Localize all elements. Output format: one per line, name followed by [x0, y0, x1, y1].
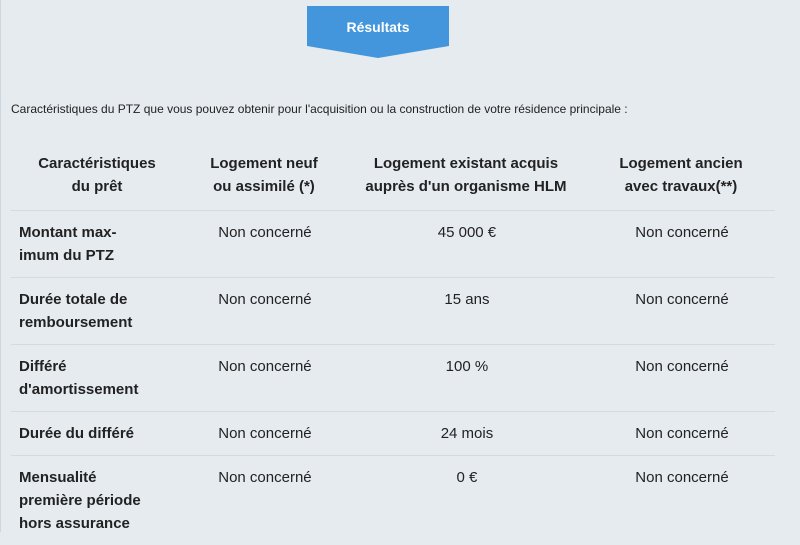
header-characteristics [11, 142, 183, 211]
header-line: du prêt [72, 178, 123, 195]
cell-old-housing: Non concerné [587, 412, 775, 456]
row-label-line: Différé [19, 358, 67, 375]
row-label [11, 345, 183, 412]
cell-old-housing: Non concerné [587, 211, 775, 278]
cell-new-housing: Non concerné [183, 211, 345, 278]
row-label-line: remboursement [19, 314, 132, 331]
cell-new-housing: Non concerné [183, 412, 345, 456]
row-label-line: hors assurance [19, 515, 130, 532]
row-label [11, 211, 183, 278]
header-line: Logement existant acquis [374, 155, 558, 172]
cell-new-housing: Non concerné [183, 278, 345, 345]
header-hlm-housing [345, 142, 587, 211]
cell-hlm-housing: 100 % [345, 345, 587, 412]
cell-old-housing: Non concerné [587, 456, 775, 545]
row-label-line: première période [19, 492, 141, 509]
table-row [11, 211, 775, 278]
row-label-line: Durée totale de [19, 291, 127, 308]
header-line: Caractéristiques [38, 155, 156, 172]
intro-text: Caractéristiques du PTZ que vous pouvez obtenir pour l'acquisition ou la construction de votre résidence principale : [11, 102, 628, 116]
row-label-line: Durée du différé [19, 425, 134, 442]
header-line: ou assimilé (*) [213, 178, 315, 195]
row-label-line: imum du PTZ [19, 247, 114, 264]
header-line: Logement neuf [210, 155, 318, 172]
row-label [11, 278, 183, 345]
cell-old-housing: Non concerné [587, 278, 775, 345]
table-row [11, 278, 775, 345]
header-line: avec travaux(**) [625, 178, 738, 195]
results-tab-label: Résultats [307, 6, 449, 46]
table-row [11, 412, 775, 456]
header-old-housing [587, 142, 775, 211]
row-label-line: Mensualité [19, 469, 97, 486]
cell-new-housing: Non concerné [183, 345, 345, 412]
header-line: auprès d'un organisme HLM [365, 178, 566, 195]
row-label [11, 412, 183, 456]
cell-hlm-housing: 24 mois [345, 412, 587, 456]
ptz-table [11, 142, 775, 545]
header-new-housing [183, 142, 345, 211]
cell-new-housing: Non concerné [183, 456, 345, 545]
results-tab[interactable] [307, 6, 449, 58]
cell-hlm-housing: 45 000 € [345, 211, 587, 278]
row-label-line: Montant max- [19, 224, 117, 241]
cell-old-housing: Non concerné [587, 345, 775, 412]
table-row [11, 345, 775, 412]
row-label-line: d'amortissement [19, 381, 138, 398]
cell-hlm-housing: 0 € [345, 456, 587, 545]
header-line: Logement ancien [619, 155, 742, 172]
table-header-row [11, 142, 775, 211]
cell-hlm-housing: 15 ans [345, 278, 587, 345]
